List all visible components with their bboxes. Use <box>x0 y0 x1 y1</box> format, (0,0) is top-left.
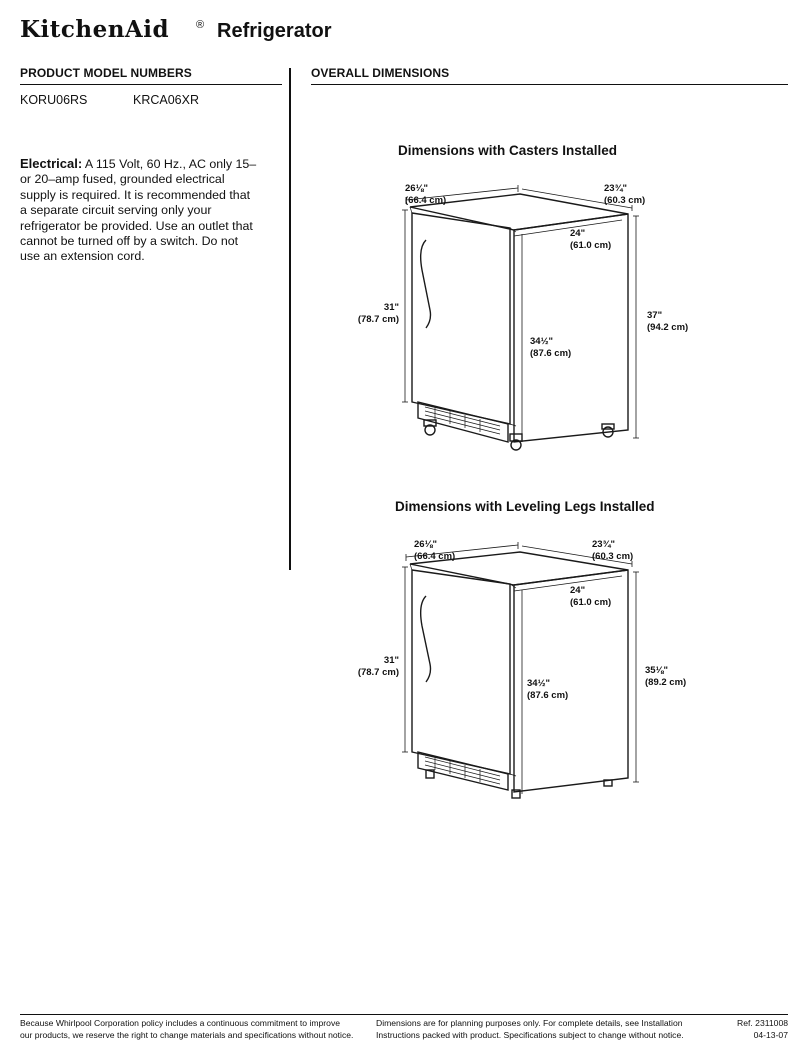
casters-width-cm: (60.3 cm) <box>604 194 646 206</box>
footer-policy-line-2: our products, we reserve the right to change materials and specifications without notice. <box>20 1029 354 1040</box>
legs-height-door-in: 31" <box>383 655 399 666</box>
legs-height-door-label <box>340 655 399 678</box>
electrical-requirements <box>20 156 260 265</box>
legs-depth-cabinet-label <box>570 585 611 608</box>
casters-depth-cabinet-cm: (61.0 cm) <box>570 239 612 251</box>
casters-door-handle <box>421 240 431 328</box>
legs-width-in: 23¾" <box>592 539 615 550</box>
legs-height-overall-label <box>645 665 686 688</box>
casters-depth-door-label <box>405 183 446 206</box>
footer-rule <box>20 1014 788 1015</box>
casters-toe-grille <box>418 402 508 442</box>
electrical-label: Electrical: <box>20 156 83 171</box>
legs-depth-cabinet-cm: (61.0 cm) <box>570 596 612 608</box>
footer-planning-line-1: Dimensions are for planning purposes only. For complete details, see Installation <box>376 1018 683 1028</box>
casters-refrigerator-drawing <box>340 180 670 470</box>
legs-depth-door-cm: (66.4 cm) <box>414 550 456 562</box>
casters-height-door-cm: (78.7 cm) <box>357 313 399 325</box>
casters-height-door-in: 31" <box>383 302 399 313</box>
casters-dimension-lines <box>402 185 639 442</box>
legs-width-cm: (60.3 cm) <box>592 550 634 562</box>
casters-width-label <box>604 183 645 206</box>
legs-depth-cabinet-in: 24" <box>570 585 586 596</box>
legs-height-overall-cm: (89.2 cm) <box>645 676 687 688</box>
casters-height-top-in: 34½" <box>530 336 553 347</box>
legs-door-handle <box>421 596 431 682</box>
footer-ref-number: Ref. 2311008 <box>737 1018 788 1028</box>
footer-planning-line-2: Instructions packed with product. Specifications subject to change without notice. <box>376 1029 684 1040</box>
column-divider <box>289 68 291 570</box>
casters-depth-cabinet-in: 24" <box>570 228 586 239</box>
casters-height-door-label <box>340 302 399 325</box>
model-number-1: KORU06RS <box>20 93 88 107</box>
legs-height-door-cm: (78.7 cm) <box>357 666 399 678</box>
footer-reference <box>700 1018 788 1041</box>
legs-height-top-in: 34½" <box>527 678 550 689</box>
legs-depth-door-in: 26⅛" <box>414 539 437 550</box>
footer-policy-note <box>20 1018 353 1041</box>
overall-dimensions-heading: OVERALL DIMENSIONS <box>311 66 450 80</box>
footer-planning-note <box>376 1018 684 1041</box>
legs-height-overall-in: 35⅛" <box>645 665 668 676</box>
legs-toe-grille <box>418 752 508 790</box>
model-number-2: KRCA06XR <box>133 93 199 107</box>
casters-depth-door-cm: (66.4 cm) <box>405 194 447 206</box>
legs-height-top-label <box>527 678 568 701</box>
legs-height-top-cm: (87.6 cm) <box>527 689 569 701</box>
casters-height-top-label <box>530 336 571 359</box>
brand-logo: KitchenAid <box>20 16 170 43</box>
casters-depth-door-in: 26⅛" <box>405 183 428 194</box>
legs-depth-door-label <box>414 539 455 562</box>
casters-height-overall-cm: (94.2 cm) <box>647 321 689 333</box>
document-title: Refrigerator <box>217 20 332 42</box>
legs-door <box>412 570 510 774</box>
overall-dimensions-rule <box>311 84 788 85</box>
electrical-text: A 115 Volt, 60 Hz., AC only 15– or 20–amp fused, grounded electrical supply is required. It is recommended that a separate circuit serving only your refrigerator be provided. Use an outlet that cannot be turned off by a switch. Do not use an extension cord. <box>20 157 257 264</box>
casters-width-in: 23¾" <box>604 183 627 194</box>
legs-diagram-title: Dimensions with Leveling Legs Installed <box>395 499 655 514</box>
registered-mark: ® <box>196 19 205 31</box>
casters-diagram-title: Dimensions with Casters Installed <box>398 143 618 158</box>
casters-depth-cabinet-label <box>570 228 611 251</box>
model-numbers-heading: PRODUCT MODEL NUMBERS <box>20 66 192 80</box>
casters-height-overall-label <box>647 310 688 333</box>
model-numbers-rule <box>20 84 282 85</box>
casters-height-top-cm: (87.6 cm) <box>530 347 572 359</box>
legs-width-label <box>592 539 633 562</box>
casters-door <box>412 213 510 424</box>
footer-policy-line-1: Because Whirlpool Corporation policy includes a continuous commitment to improve <box>20 1018 341 1028</box>
footer-ref-date: 04-13-07 <box>753 1029 788 1040</box>
casters-height-overall-in: 37" <box>647 310 663 321</box>
